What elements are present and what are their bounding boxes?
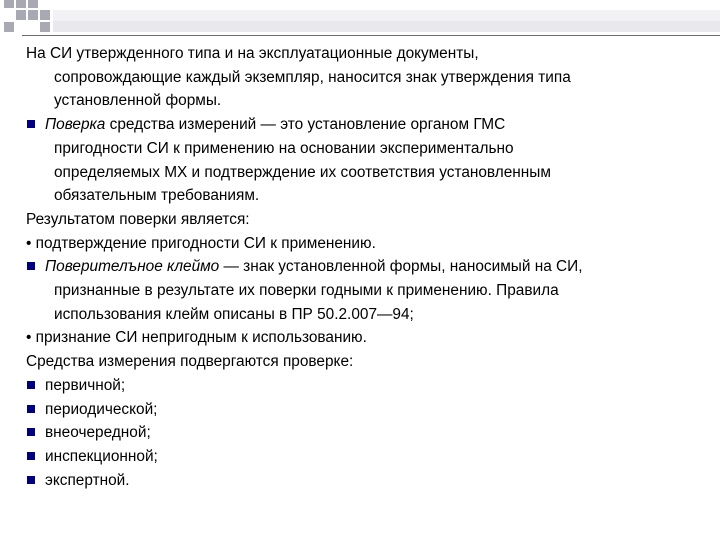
list-item-primary <box>26 374 694 398</box>
slide-body <box>26 42 694 492</box>
paragraph-continuation <box>26 161 694 185</box>
list-item-verification-definition <box>26 113 694 137</box>
top-divider <box>22 35 720 36</box>
list-item-label: экспертной. <box>45 471 130 489</box>
list-item-inspection <box>26 445 694 469</box>
paragraph-verification-types-intro <box>26 350 694 374</box>
paragraph-continuation <box>26 279 694 303</box>
text-line: Средства измерения подвергаются проверке: <box>26 353 354 371</box>
paragraph-suitability-confirmation <box>26 232 694 256</box>
list-item-label: внеочередной; <box>45 424 151 442</box>
paragraph-approval-mark <box>26 42 694 66</box>
text-line: обязательным требованиям. <box>54 187 260 205</box>
square-bullet-icon <box>27 120 35 128</box>
text-line: использования клейм описаны в ПР 50.2.007—94; <box>54 305 414 323</box>
text-line: Результатом поверки является: <box>26 210 250 228</box>
square-bullet-icon <box>27 428 35 436</box>
term-verification-stamp: Поверителъное клеймо <box>45 258 220 276</box>
header-grid-decoration <box>0 0 720 32</box>
paragraph-continuation <box>26 89 694 113</box>
term-verification: Поверка <box>45 116 106 134</box>
square-bullet-icon <box>27 262 35 270</box>
list-item-label: первичной; <box>45 376 126 394</box>
list-item-label: инспекционной; <box>45 447 158 465</box>
text-line: • подтверждение пригодности СИ к применению. <box>26 234 376 252</box>
text-line: сопровождающие каждый экземпляр, наносится знак утверждения типа <box>54 68 571 86</box>
list-item-periodic <box>26 398 694 422</box>
text-line: — знак установленной формы, наносимый на СИ, <box>219 258 583 276</box>
text-line: пригодности СИ к применению на основании экспериментально <box>54 139 514 157</box>
text-line: • признание СИ непригодным к использованию. <box>26 329 367 347</box>
list-item-expert <box>26 469 694 493</box>
text-line: На СИ утвержденного типа и на эксплуатационные документы, <box>26 45 479 62</box>
paragraph-continuation <box>26 137 694 161</box>
list-item-extraordinary <box>26 421 694 445</box>
paragraph-verification-result <box>26 208 694 232</box>
text-line: определяемых МХ и подтверждение их соответствия установленным <box>54 163 551 181</box>
paragraph-continuation <box>26 303 694 327</box>
list-item-verification-stamp <box>26 255 694 279</box>
paragraph-unsuitability <box>26 326 694 350</box>
square-bullet-icon <box>27 405 35 413</box>
list-item-label: периодической; <box>45 400 158 418</box>
text-line: средства измерений — это установление органом ГМС <box>105 116 506 134</box>
text-line: установленной формы. <box>54 92 222 110</box>
text-line: признанные в результате их поверки годными к применению. Правила <box>54 282 559 300</box>
square-bullet-icon <box>27 452 35 460</box>
square-bullet-icon <box>27 476 35 484</box>
paragraph-continuation <box>26 66 694 90</box>
paragraph-continuation <box>26 184 694 208</box>
square-bullet-icon <box>27 381 35 389</box>
